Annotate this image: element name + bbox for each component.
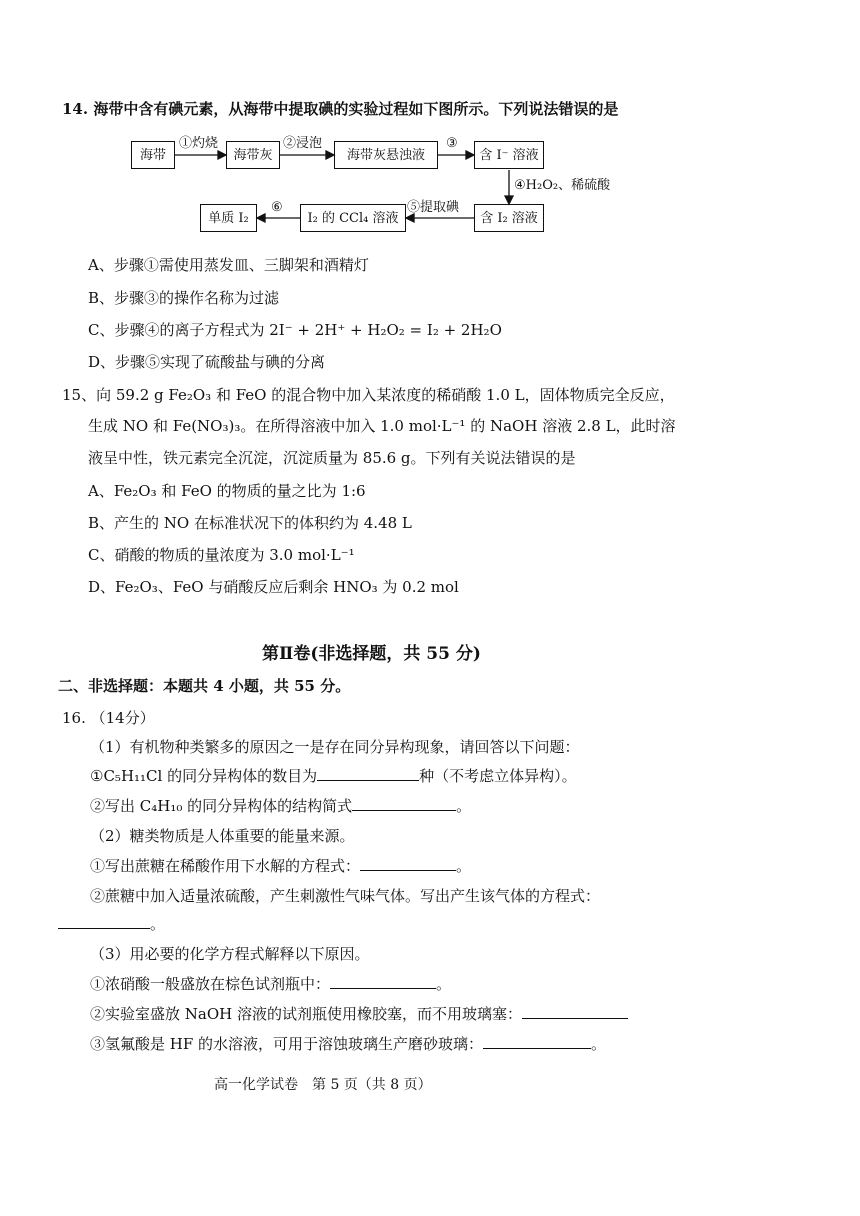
period: 。 <box>456 857 472 875</box>
part2-title: 第Ⅱ卷(非选择题，共 55 分) <box>262 644 481 664</box>
q15-option-d: D、Fe₂O₃、FeO 与硝酸反应后剩余 HNO₃ 为 0.2 mol <box>88 578 459 596</box>
flow-label-step6: ⑥ <box>271 200 283 215</box>
flow-box-i2-ccl4: I₂ 的 CCl₄ 溶液 <box>300 204 406 232</box>
answer-blank[interactable] <box>352 796 456 811</box>
q16-p1-q1 <box>90 766 577 786</box>
q16-p1-intro: （1）有机物种类繁多的原因之一是存在同分异构现象，请回答以下问题： <box>90 738 580 756</box>
q14-option-a: A、步骤①需使用蒸发皿、三脚架和酒精灯 <box>88 256 369 274</box>
q16-p2-q1 <box>90 856 471 876</box>
q15-option-c: C、硝酸的物质的量浓度为 3.0 mol·L⁻¹ <box>88 546 355 564</box>
answer-blank[interactable] <box>522 1004 628 1019</box>
period: 。 <box>150 915 166 933</box>
q16-p3-q2-text: ②实验室盛放 NaOH 溶液的试剂瓶使用橡胶塞，而不用玻璃塞： <box>90 1005 522 1023</box>
period: 。 <box>436 975 452 993</box>
q16-p1-q2-text: ②写出 C₄H₁₀ 的同分异构体的结构简式 <box>90 797 353 815</box>
flow-box-iodide: 含 I⁻ 溶液 <box>474 141 544 169</box>
q16-p1-q1-text: ①C₅H₁₁Cl 的同分异构体的数目为 <box>90 767 318 785</box>
flow-label-step1: ①灼烧 <box>179 136 219 151</box>
q14-option-b: B、步骤③的操作名称为过滤 <box>88 289 280 307</box>
q15-stem-line-1: 15、向 59.2 g Fe₂O₃ 和 FeO 的混合物中加入某浓度的稀硝酸 1.0 L，固体物质完全反应， <box>62 386 675 404</box>
flow-box-seaweed: 海带 <box>131 141 175 169</box>
q15-stem-line-3: 液呈中性，铁元素完全沉淀，沉淀质量为 85.6 g。下列有关说法错误的是 <box>88 449 576 467</box>
q16-p1-q2 <box>90 796 471 816</box>
q16-p3-q1-text: ①浓硝酸一般盛放在棕色试剂瓶中： <box>90 975 331 993</box>
flow-box-i2-solution: 含 I₂ 溶液 <box>474 204 544 232</box>
q16-p3-q2 <box>90 1004 628 1024</box>
flow-arrows <box>0 0 860 260</box>
period: 。 <box>591 1035 607 1053</box>
q16-p2-q1-text: ①写出蔗糖在稀酸作用下水解的方程式： <box>90 857 361 875</box>
flow-label-step2: ②浸泡 <box>283 136 323 151</box>
period: 。 <box>456 797 472 815</box>
answer-blank[interactable] <box>58 914 150 929</box>
q16-p3-q3-text: ③氢氟酸是 HF 的水溶液，可用于溶蚀玻璃生产磨砂玻璃： <box>90 1035 484 1053</box>
q16-p3-intro: （3）用必要的化学方程式解释以下原因。 <box>90 945 370 963</box>
q15-stem-line-2: 生成 NO 和 Fe(NO₃)₃。在所得溶液中加入 1.0 mol·L⁻¹ 的 NaOH 溶液 2.8 L，此时溶 <box>88 417 676 435</box>
q16-number: 16. （14分） <box>62 709 155 727</box>
q16-p2-q2: ②蔗糖中加入适量浓硫酸，产生刺激性气味气体。写出产生该气体的方程式： <box>90 887 601 905</box>
flow-box-i2: 单质 I₂ <box>200 204 257 232</box>
answer-blank[interactable] <box>360 856 456 871</box>
flow-box-ash: 海带灰 <box>226 141 280 169</box>
flow-label-step3: ③ <box>446 136 458 151</box>
q14-option-c: C、步骤④的离子方程式为 2I⁻ + 2H⁺ + H₂O₂ = I₂ + 2H₂O <box>88 321 502 339</box>
flow-box-suspension: 海带灰悬浊液 <box>334 141 438 169</box>
q16-p2-intro: （2）糖类物质是人体重要的能量来源。 <box>90 827 355 845</box>
q16-p1-q1-suffix: 种（不考虑立体异构）。 <box>419 767 577 785</box>
part2-heading: 二、非选择题：本题共 4 小题，共 55 分。 <box>58 677 351 695</box>
page-footer: 高一化学试卷 第 5 页（共 8 页） <box>214 1077 432 1093</box>
answer-blank[interactable] <box>317 766 419 781</box>
q16-p2-q2-answer <box>58 914 165 934</box>
answer-blank[interactable] <box>330 974 436 989</box>
q15-option-a: A、Fe₂O₃ 和 FeO 的物质的量之比为 1:6 <box>88 482 366 500</box>
q16-p3-q3 <box>90 1034 606 1054</box>
q15-option-b: B、产生的 NO 在标准状况下的体积约为 4.48 L <box>88 514 412 532</box>
q14-option-d: D、步骤⑤实现了硫酸盐与碘的分离 <box>88 353 326 371</box>
answer-blank[interactable] <box>483 1034 591 1049</box>
flow-label-step5: ⑤提取碘 <box>407 200 460 215</box>
flow-label-step4: ④H₂O₂、稀硫酸 <box>514 178 611 193</box>
q14-stem: 14. 海带中含有碘元素，从海带中提取碘的实验过程如下图所示。下列说法错误的是 <box>62 100 619 118</box>
q16-p3-q1 <box>90 974 451 994</box>
